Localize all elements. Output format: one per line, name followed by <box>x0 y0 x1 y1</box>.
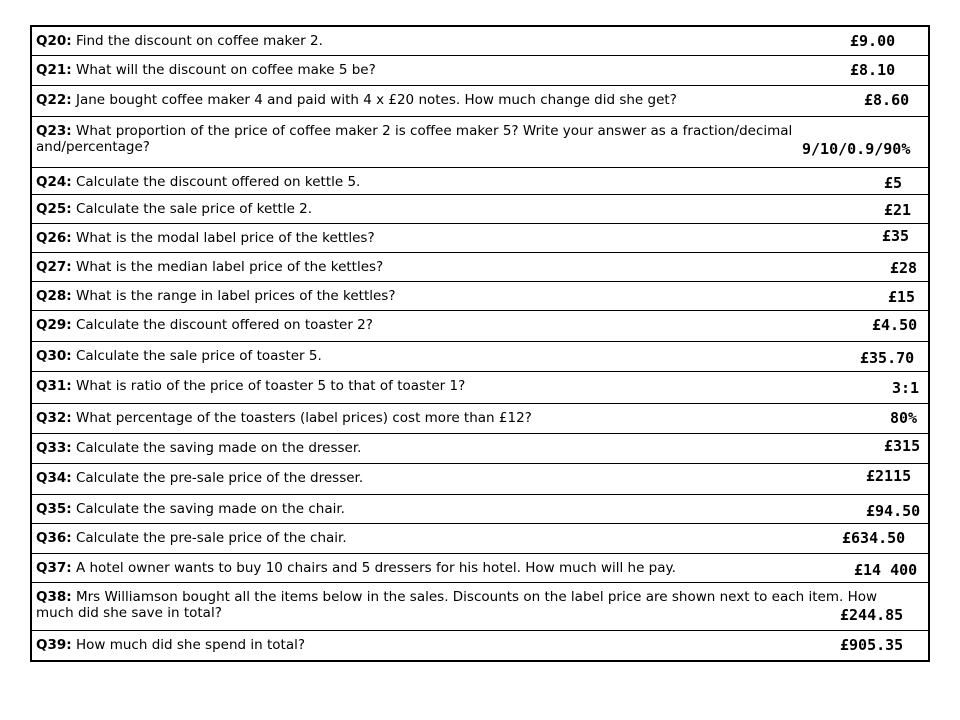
question-row <box>32 168 928 195</box>
question-text: Calculate the discount offered on kettle 5. <box>75 174 361 190</box>
question-text: Calculate the saving made on the chair. <box>75 501 345 517</box>
question-row <box>32 583 928 631</box>
answer: £905.35 <box>840 636 904 654</box>
question-row <box>32 464 928 495</box>
answer: £5 <box>884 174 903 192</box>
question-row <box>32 524 928 554</box>
question-text: What is the median label price of the kettles? <box>75 259 384 275</box>
question-text: Calculate the pre-sale price of the chair. <box>75 530 347 546</box>
question-number: Q29: <box>36 317 72 333</box>
question-text: How much did she spend in total? <box>75 637 306 653</box>
question-number: Q25: <box>36 201 72 217</box>
question-row <box>32 195 928 224</box>
question-row <box>32 56 928 86</box>
question-number: Q31: <box>36 378 72 394</box>
answer: £8.10 <box>850 61 896 79</box>
answer: £35.70 <box>860 349 915 367</box>
question-text: Jane bought coffee maker 4 and paid with 4 x £20 notes. How much change did she get? <box>75 92 677 108</box>
question-row <box>32 282 928 311</box>
question-text: Calculate the discount offered on toaster 2? <box>75 317 373 333</box>
question-text: What is the range in label prices of the kettles? <box>75 288 396 304</box>
question-row <box>32 86 928 117</box>
question-row <box>32 495 928 524</box>
question-text: Calculate the pre-sale price of the dresser. <box>75 470 364 486</box>
question-number: Q32: <box>36 410 72 426</box>
question-number: Q20: <box>36 33 72 49</box>
answer: 9/10/0.9/90% <box>802 140 911 158</box>
question-text: What is ratio of the price of toaster 5 to that of toaster 1? <box>75 378 466 394</box>
question-row <box>32 404 928 434</box>
question-number: Q22: <box>36 92 72 108</box>
question-row <box>32 372 928 404</box>
question-row <box>32 342 928 372</box>
question-row <box>32 434 928 464</box>
answer: £94.50 <box>866 502 921 520</box>
question-number: Q34: <box>36 470 72 486</box>
question-number: Q23: <box>36 123 72 139</box>
answer: £8.60 <box>864 91 910 109</box>
question-number: Q35: <box>36 501 72 517</box>
question-number: Q37: <box>36 560 72 576</box>
question-number: Q38: <box>36 589 72 605</box>
question-text: Find the discount on coffee maker 2. <box>75 33 323 49</box>
question-number: Q21: <box>36 62 72 78</box>
question-row <box>32 224 928 253</box>
answer: £14 400 <box>854 561 918 579</box>
question-number: Q26: <box>36 230 72 246</box>
answer: £15 <box>888 288 916 306</box>
answer: £21 <box>884 201 912 219</box>
answer: 80% <box>890 409 918 427</box>
answer: £35 <box>882 227 910 245</box>
answer: 3:1 <box>892 379 920 397</box>
answer: £9.00 <box>850 32 896 50</box>
question-number: Q27: <box>36 259 72 275</box>
question-row <box>32 117 928 168</box>
question-number: Q33: <box>36 440 72 456</box>
question-text: What percentage of the toasters (label prices) cost more than £12? <box>75 410 532 426</box>
question-row <box>32 554 928 583</box>
answer: £2115 <box>866 467 912 485</box>
question-text: What proportion of the price of coffee maker 2 is coffee maker 5? Write your answer as a fraction/decimal and/percentage? <box>36 123 793 155</box>
answer: £315 <box>884 437 921 455</box>
question-number: Q24: <box>36 174 72 190</box>
answer: £244.85 <box>840 606 904 624</box>
answer: £634.50 <box>842 529 906 547</box>
question-text: A hotel owner wants to buy 10 chairs and 5 dressers for his hotel. How much will he pay. <box>75 560 676 576</box>
question-row <box>32 27 928 56</box>
question-row <box>32 311 928 342</box>
question-row <box>32 631 928 660</box>
question-text: Calculate the sale price of kettle 2. <box>75 201 313 217</box>
question-text: What is the modal label price of the kettles? <box>75 230 375 246</box>
question-text: Mrs Williamson bought all the items below in the sales. Discounts on the label price are shown next to each item. How much did she save in total? <box>36 589 878 621</box>
question-text: Calculate the saving made on the dresser. <box>75 440 362 456</box>
answer: £4.50 <box>872 316 918 334</box>
question-number: Q36: <box>36 530 72 546</box>
question-number: Q30: <box>36 348 72 364</box>
question-number: Q28: <box>36 288 72 304</box>
question-number: Q39: <box>36 637 72 653</box>
question-row <box>32 253 928 282</box>
answer: £28 <box>890 259 918 277</box>
question-text: Calculate the sale price of toaster 5. <box>75 348 322 364</box>
question-text: What will the discount on coffee make 5 be? <box>75 62 376 78</box>
question-sheet <box>30 25 930 662</box>
